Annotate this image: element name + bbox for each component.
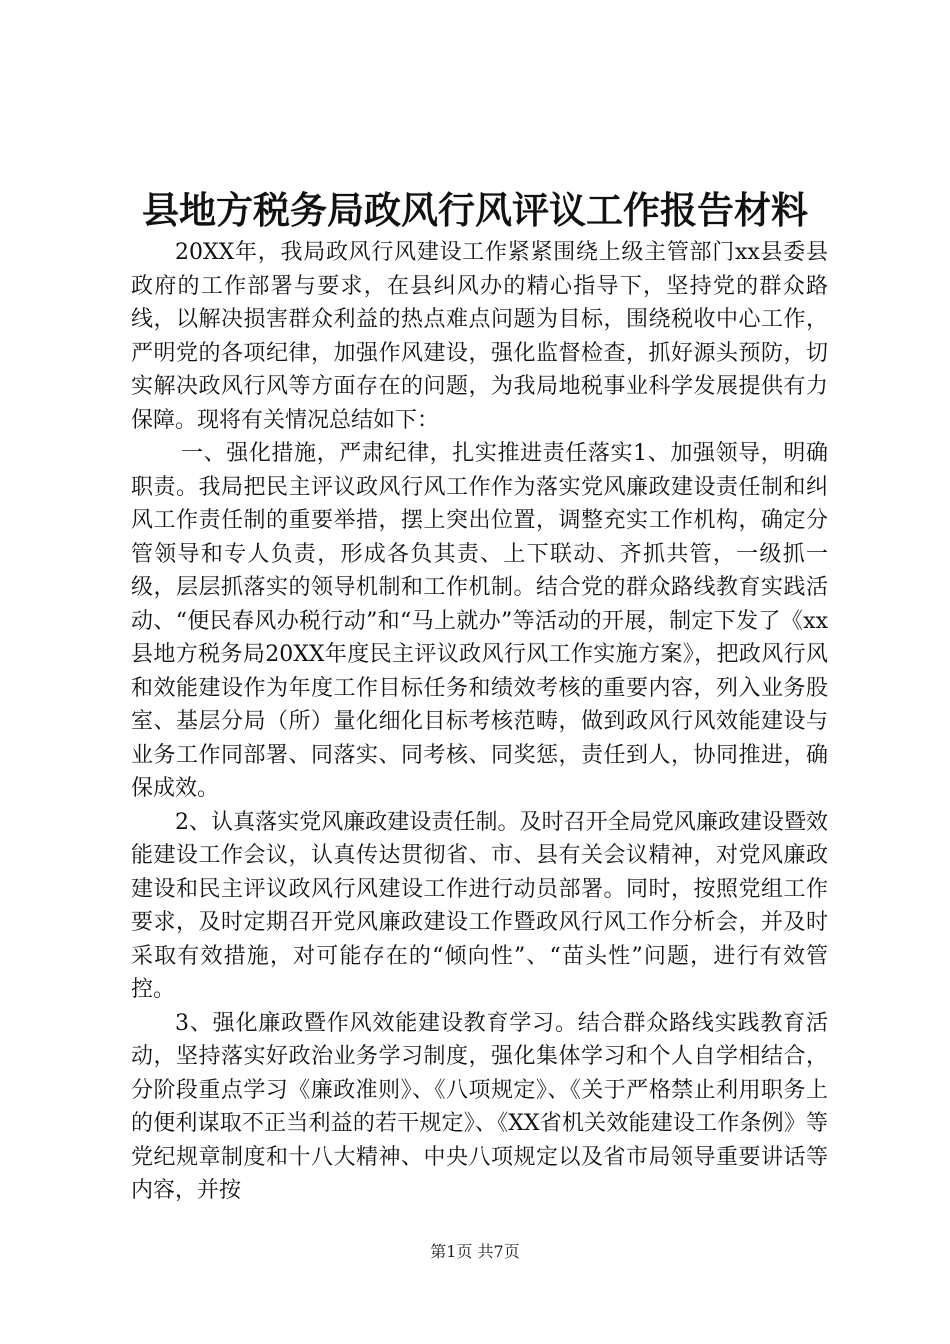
paragraph-section-3: 3、强化廉政暨作风效能建设教育学习。结合群众路线实践教育活动，坚持落实好政治业务学习制度，强化集体学习和个人自学相结合，分阶段重点学习《廉政准则》、《八项规定》、《关于严格禁止利用职务上的便利谋取不正当利益的若干规定》、《XX省机关效能建设工作条例》等党纪规章制度和十八大精神、中央八项规定以及省市局领导重要讲话等内容，并按 xyxy=(131,1010,828,1203)
document-title: 县地方税务局政风行风评议工作报告材料 xyxy=(142,188,808,232)
document-body xyxy=(131,236,828,1208)
paragraph-section-2: 2、认真落实党风廉政建设责任制。及时召开全局党风廉政建设暨效能建设工作会议，认真传达贯彻省、市、县有关会议精神，对党风廉政建设和民主评议政风行风建设工作进行动员部署。同时，按照党组工作要求，及时定期召开党风廉政建设工作暨政风行风工作分析会，并及时采取有效措施，对可能存在的“倾向性”、“苗头性”问题，进行有效管控。 xyxy=(131,809,828,1002)
page-number-footer: 第1页 共7页 xyxy=(430,1242,520,1261)
paragraph-intro: 20XX年，我局政风行风建设工作紧紧围绕上级主管部门xx县委县政府的工作部署与要求，在县纠风办的精心指导下，坚持党的群众路线，以解决损害群众利益的热点难点问题为目标，围绕税收中心工作，严明党的各项纪律，加强作风建设，强化监督检查，抓好源头预防，切实解决政风行风等方面存在的问题，为我局地税事业科学发展提供有力保障。现将有关情况总结如下： xyxy=(131,240,828,433)
paragraph-section-1: 一、强化措施，严肃纪律，扎实推进责任落实1、加强领导，明确职责。我局把民主评议政风行风工作作为落实党风廉政建设责任制和纠风工作责任制的重要举措，摆上突出位置，调整充实工作机构，确定分管领导和专人负责，形成各负其责、上下联动、齐抓共管，一级抓一级，层层抓落实的领导机制和工作机制。结合党的群众路线教育实践活动、“便民春风办税行动”和“马上就办”等活动的开展，制定下发了《xx县地方税务局20XX年度民主评议政风行风工作实施方案》，把政风行风和效能建设作为年度工作目标任务和绩效考核的重要内容，列入业务股室、基层分局（所）量化细化目标考核范畴，做到政风行风效能建设与业务工作同部署、同落实、同考核、同奖惩，责任到人，协同推进，确保成效。 xyxy=(131,441,828,801)
